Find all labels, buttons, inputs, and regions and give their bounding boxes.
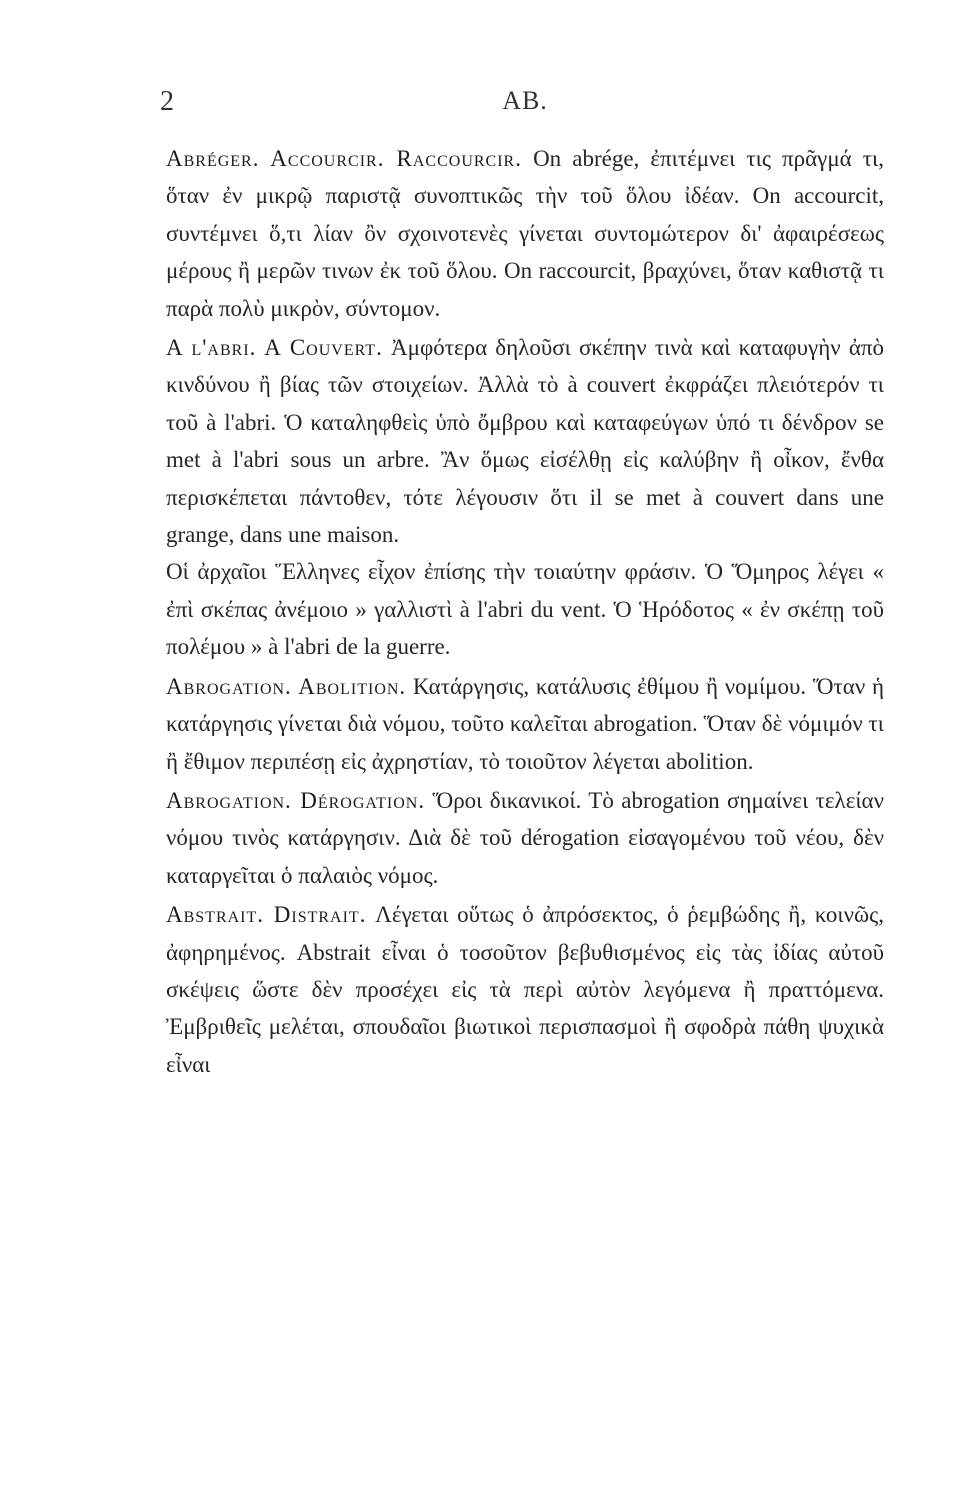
entry-text: Λέγεται οὕτως ὁ ἀπρόσεκτος, ὁ ῥεμβώδης ἢ, κοινῶς, ἀφηρημένος. Abstrait εἶναι ὁ τοσοῦτον βεβυθισμένος εἰς τὰς ἰδίας αὐτοῦ σκέψεις ὥστε δὲν προσέχει εἰς τὰ περὶ αὐτὸν λεγόμενα ἢ πραττόμενα. Ἐμβριθεῖς μελέται, σπουδαῖοι βιωτικοὶ περισπασμοὶ ἢ σφοδρὰ πάθη ψυχικὰ εἶναι [166,902,884,1077]
entry-abrogation-derogation [166,782,884,894]
running-head: AB. [502,86,548,115]
entry-headword: A l'abri. A Couvert. [166,335,383,361]
entry-headword: Abrogation. Abolition. [166,673,407,699]
page-header [160,86,890,126]
entry-text: Ἀμφότερα δηλοῦσι σκέπην τινὰ καὶ καταφυγὴν ἀπὸ κινδύνου ἢ βίας τῶν στοιχείων. Ἀλλὰ τὸ à couvert ἐκφράζει πλειότερόν τι τοῦ à l'abri. Ὁ καταληφθεὶς ὑπὸ ὄμβρου καὶ καταφεύγων ὑπό τι δένδρον se met à l'abri sous un arbre. Ἂν ὅμως εἰσέλθῃ εἰς καλύβην ἢ οἶκον, ἔνθα περισκέπεται πάντοθεν, τότε λέγουσιν ὅτι il se met à couvert dans une grange, dans une maison. [166,335,884,548]
entry-text: Ὅροι δικανικοί. Τὸ abrogation σημαίνει τελείαν νόμου τινὸς κατάργησιν. Διὰ δὲ τοῦ dérogation εἰσαγομένου τοῦ νέου, δὲν καταργεῖται ὁ παλαιὸς νόμος. [166,787,885,888]
entry-a-l-abri [166,329,884,553]
entry-headword: Abrogation. Dérogation. [166,787,426,813]
entry-text: On abrége, ἐπιτέμνει τις πρᾶγμά τι, ὅταν ἐν μικρῷ παριστᾷ συνοπτικῶς τὴν τοῦ ὅλου ἰδέαν. On accourcit, συντέμνει ὅ,τι λίαν ὂν σχοινοτενὲς γίνεται συντομώτερον δι' ἀφαιρέσεως μέρους ἢ μερῶν τινων ἐκ τοῦ ὅλου. On raccourcit, βραχύνει, ὅταν καθιστᾷ τι παρὰ πολὺ μικρὸν, σύντομον. [166,146,884,321]
entry-abstrait-distrait [166,896,884,1083]
entry-abrogation-abolition [166,668,884,780]
entry-abreger [166,140,884,327]
body-text [166,140,884,1083]
entry-text: Οἱ ἀρχαῖοι Ἕλληνες εἶχον ἐπίσης τὴν τοιαύτην φράσιν. Ὁ Ὅμηρος λέγει « ἐπὶ σκέπας ἀνέμοιο » γαλλιστὶ à l'abri du vent. Ὁ Ἡρόδοτος « ἐν σκέπῃ τοῦ πολέμου » à l'abri de la guerre. [166,559,884,660]
page-number: 2 [160,86,174,117]
entry-continuation-paragraph [166,553,884,665]
entry-text: Κατάργησις, κατάλυσις ἐθίμου ἢ νομίμου. Ὅταν ἡ κατάργησις γίνεται διὰ νόμου, τοῦτο καλεῖται abrogation. Ὅταν δὲ νόμιμόν τι ἢ ἔθιμον περιπέσῃ εἰς ἀχρηστίαν, τὸ τοιοῦτον λέγεται abolition. [166,673,884,774]
entry-headword: Abréger. Accourcir. Raccourcir. [166,146,522,171]
entry-headword: Abstrait. Distrait. [166,902,367,928]
